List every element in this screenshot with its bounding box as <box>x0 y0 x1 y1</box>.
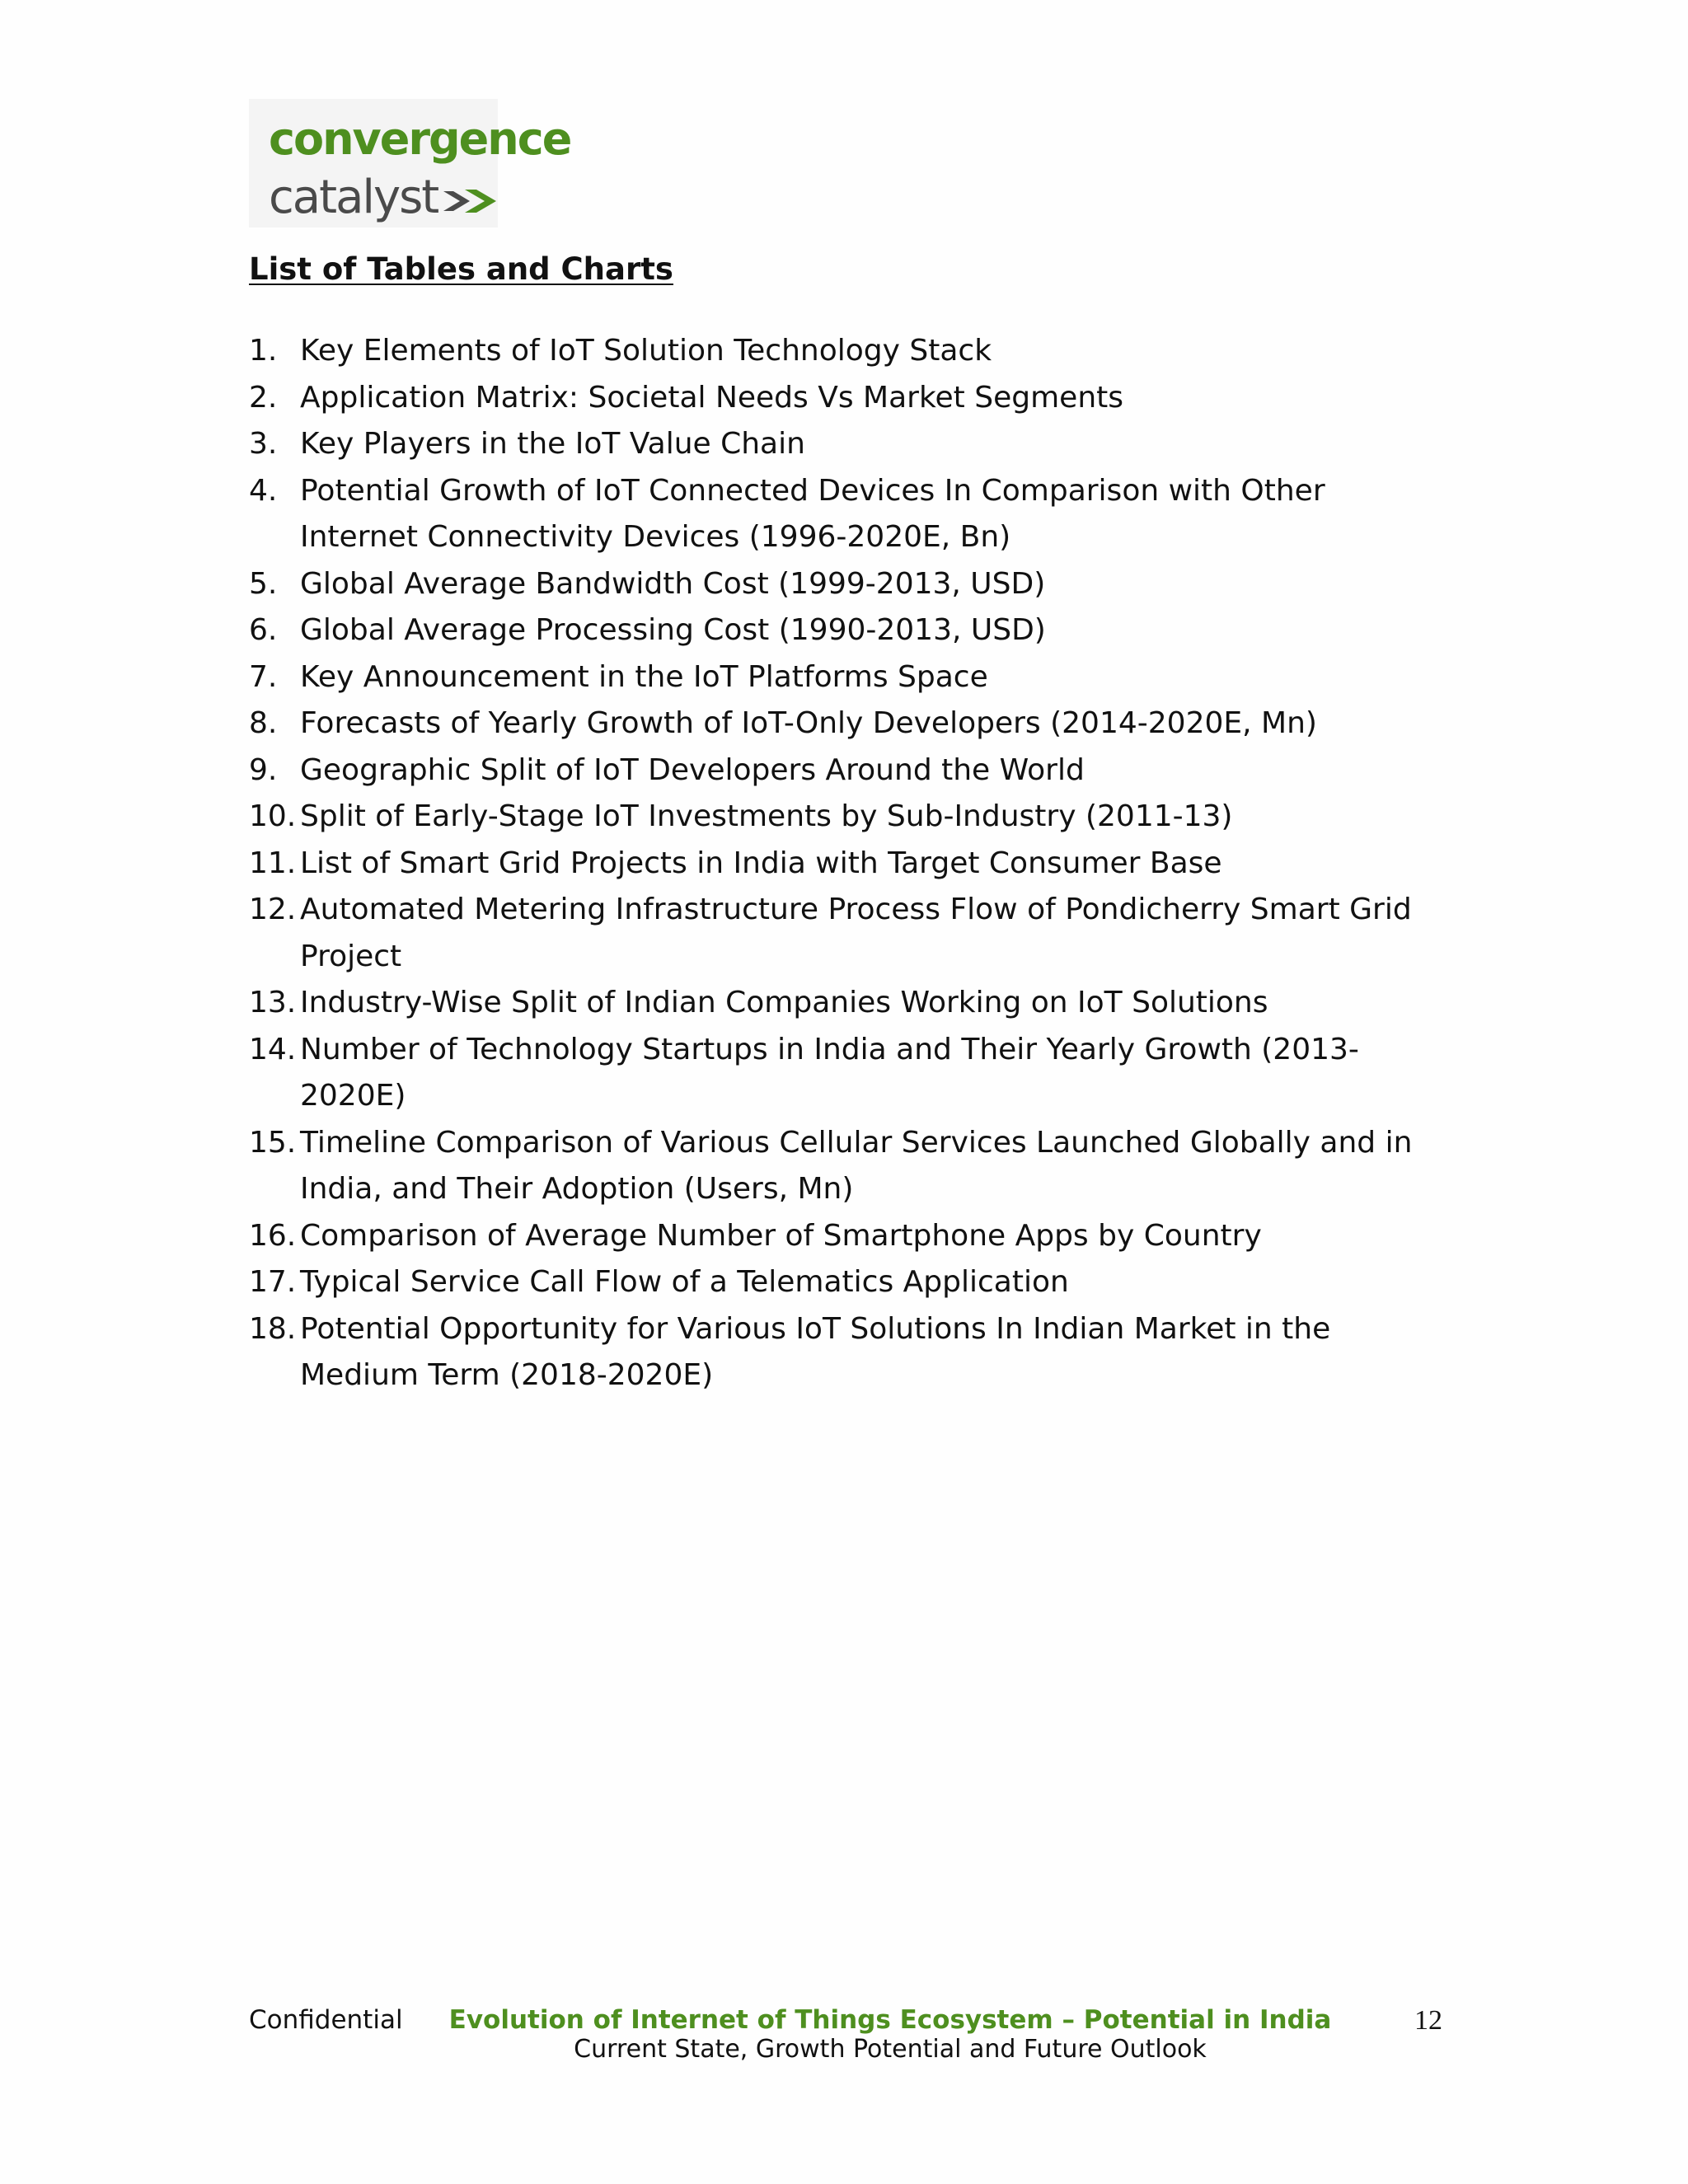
list-item <box>249 841 1419 888</box>
list-item-number: 6. <box>249 613 278 647</box>
list-item-title: Global Average Processing Cost (1990-2013, USD) <box>300 613 1046 647</box>
list-item <box>249 654 1419 701</box>
list-item-title: Application Matrix: Societal Needs Vs Market Segments <box>300 380 1123 415</box>
double-chevron-right-icon <box>443 185 509 218</box>
list-item-number: 14. <box>249 1032 297 1066</box>
list-item-number: 15. <box>249 1125 297 1160</box>
list-item-title: Industry-Wise Split of Indian Companies Working on IoT Solutions <box>300 986 1268 1019</box>
list-item-number: 7. <box>249 659 278 694</box>
list-item-title: Automated Metering Infrastructure Process Flow of Pondicherry Smart Grid Project <box>300 893 1412 973</box>
list-item <box>249 607 1419 654</box>
list-item-number: 3. <box>249 427 278 461</box>
list-item <box>249 1306 1419 1399</box>
list-item <box>249 1259 1419 1306</box>
list-item <box>249 701 1419 748</box>
list-item <box>249 561 1419 608</box>
list-item <box>249 468 1419 561</box>
list-item-number: 16. <box>249 1218 297 1253</box>
list-item <box>249 748 1419 794</box>
list-item <box>249 887 1419 980</box>
list-item-number: 5. <box>249 566 278 601</box>
list-item-number: 9. <box>249 752 278 787</box>
list-item-number: 10. <box>249 799 297 833</box>
footer-report-title: Evolution of Internet of Things Ecosystem – Potential in India <box>448 2005 1332 2035</box>
list-item <box>249 1027 1419 1120</box>
list-heading: List of Tables and Charts <box>249 251 673 287</box>
list-item-title: Forecasts of Yearly Growth of IoT-Only Developers (2014-2020E, Mn) <box>300 706 1317 740</box>
list-item <box>249 1213 1419 1260</box>
list-item-number: 13. <box>249 986 297 1019</box>
list-item-number: 1. <box>249 334 278 368</box>
list-item <box>249 794 1419 841</box>
list-item-number: 8. <box>249 706 278 740</box>
list-item-title: Key Announcement in the IoT Platforms Space <box>300 659 988 694</box>
list-item <box>249 328 1419 375</box>
list-item <box>249 375 1419 422</box>
page-number: 12 <box>1414 2005 1442 2036</box>
list-item-number: 18. <box>249 1311 297 1346</box>
list-item-title: Potential Opportunity for Various IoT Solutions In Indian Market in the Medium Term (2018-2020E) <box>300 1311 1331 1392</box>
list-item-number: 12. <box>249 893 297 926</box>
list-item-title: Number of Technology Startups in India and Their Yearly Growth (2013-2020E) <box>300 1032 1359 1113</box>
list-item-title: Split of Early-Stage IoT Investments by Sub-Industry (2011-13) <box>300 799 1233 833</box>
list-item <box>249 980 1419 1027</box>
footer-confidential: Confidential <box>249 2005 403 2035</box>
logo-text-catalyst: catalyst <box>269 171 438 224</box>
list-item-number: 2. <box>249 380 278 415</box>
tables-charts-list <box>249 328 1419 1399</box>
list-item-number: 4. <box>249 473 278 508</box>
list-item-title: Key Players in the IoT Value Chain <box>300 427 805 461</box>
list-item-title: Typical Service Call Flow of a Telematics Application <box>300 1265 1069 1299</box>
list-item-number: 11. <box>249 846 297 880</box>
list-item-title: Key Elements of IoT Solution Technology Stack <box>300 334 992 368</box>
logo-text-convergence: convergence <box>269 113 571 165</box>
list-item-title: List of Smart Grid Projects in India with Target Consumer Base <box>300 846 1222 880</box>
company-logo <box>249 99 571 227</box>
footer-report-subtitle: Current State, Growth Potential and Future Outlook <box>574 2035 1207 2064</box>
list-item-title: Global Average Bandwidth Cost (1999-2013, USD) <box>300 566 1046 601</box>
list-item <box>249 421 1419 468</box>
list-item <box>249 1120 1419 1213</box>
list-item-title: Timeline Comparison of Various Cellular Services Launched Globally and in India, and Their Adoption (Users, Mn) <box>300 1125 1413 1206</box>
list-item-title: Geographic Split of IoT Developers Around the World <box>300 752 1085 787</box>
list-item-number: 17. <box>249 1265 297 1299</box>
list-item-title: Potential Growth of IoT Connected Devices In Comparison with Other Internet Connectivity Devices (1996-2020E, Bn) <box>300 473 1325 554</box>
list-item-title: Comparison of Average Number of Smartphone Apps by Country <box>300 1218 1262 1253</box>
